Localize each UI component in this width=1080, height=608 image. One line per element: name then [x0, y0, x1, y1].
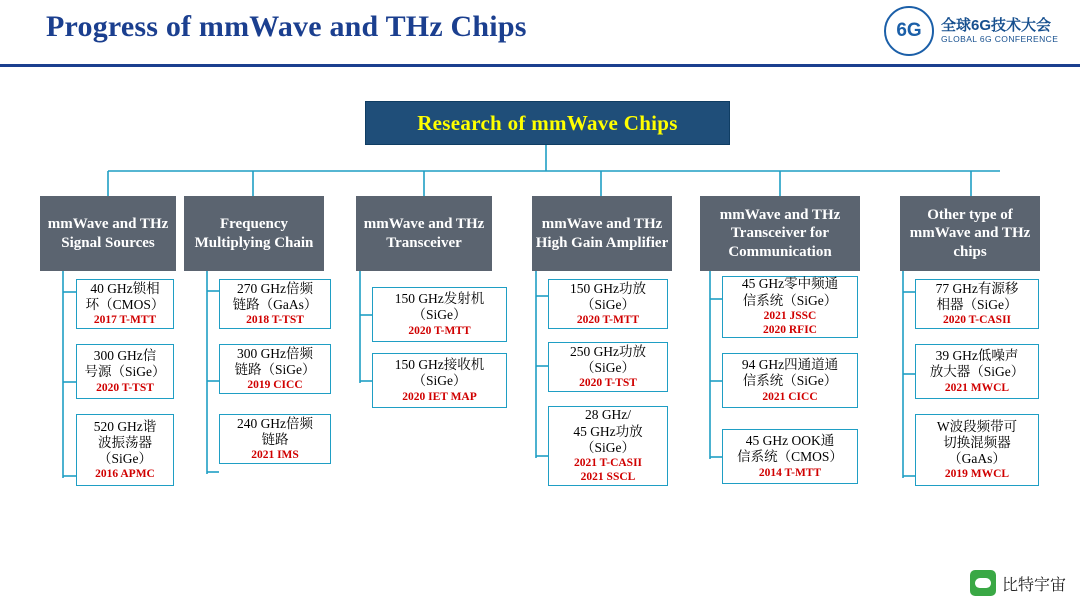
leaf-node[interactable] — [219, 414, 331, 464]
leaf-line: 链路 — [261, 431, 289, 447]
leaf-node[interactable] — [76, 344, 174, 399]
leaf-line: 150 GHz功放 — [569, 280, 647, 296]
connector-lines — [0, 66, 1080, 608]
leaf-reference: 2020 T-CASII — [942, 314, 1012, 326]
conference-logo — [884, 6, 1064, 56]
slide-header — [0, 0, 1080, 66]
leaf-line: 45 GHz功放 — [573, 423, 643, 439]
leaf-line: 号源（SiGe） — [84, 364, 166, 380]
leaf-node[interactable] — [915, 344, 1039, 399]
leaf-reference: 2021 SSCL — [580, 471, 636, 484]
leaf-line: 94 GHz四通道通 — [741, 357, 839, 373]
leaf-node[interactable] — [722, 353, 858, 408]
leaf-line: 300 GHz倍频 — [236, 345, 314, 361]
leaf-reference: 2017 T-MTT — [93, 314, 157, 326]
leaf-line: 270 GHz倍频 — [236, 280, 314, 296]
leaf-line: 信系统（SiGe） — [742, 373, 838, 389]
leaf-line: 40 GHz锁相 — [90, 280, 160, 296]
leaf-reference: 2021 IMS — [251, 449, 299, 461]
logo-title-cn: 全球6G技术大会 — [941, 17, 1052, 35]
leaf-line: （SiGe） — [581, 439, 635, 455]
leaf-reference: 2020 T-TST — [96, 381, 154, 394]
watermark — [970, 570, 1066, 596]
leaf-node[interactable] — [372, 353, 507, 408]
category-header-frequency-multiplying-chain[interactable]: Frequency Multiplying Chain — [184, 196, 324, 271]
leaf-node[interactable] — [915, 414, 1039, 486]
leaf-reference: 2021 T-CASII — [573, 456, 643, 469]
leaf-node[interactable] — [76, 414, 174, 486]
leaf-line: 波振荡器 — [98, 434, 152, 450]
leaf-line: 77 GHz有源移 — [935, 280, 1019, 296]
category-header-high-gain-amplifier[interactable]: mmWave and THz High Gain Amplifier — [532, 196, 672, 271]
leaf-node[interactable] — [219, 279, 331, 329]
leaf-reference: 2019 MWCL — [944, 468, 1010, 481]
logo-title-en: GLOBAL 6G CONFERENCE — [941, 33, 1059, 44]
category-header-transceiver[interactable]: mmWave and THz Transceiver — [356, 196, 492, 271]
leaf-line: 250 GHz功放 — [569, 343, 647, 359]
leaf-reference: 2020 T-MTT — [408, 324, 471, 337]
leaf-line: 45 GHz OOK通 — [745, 433, 835, 449]
leaf-node[interactable] — [372, 287, 507, 342]
leaf-line: 150 GHz发射机 — [394, 291, 485, 307]
leaf-line: （SiGe） — [581, 359, 635, 375]
leaf-reference: 2020 T-MTT — [576, 314, 640, 326]
leaf-line: 相器（SiGe） — [936, 296, 1018, 312]
leaf-node[interactable] — [548, 406, 668, 486]
category-header-transceiver-for-communication[interactable]: mmWave and THz Transceiver for Communication — [700, 196, 860, 271]
leaf-reference: 2020 IET MAP — [402, 390, 477, 403]
leaf-node[interactable] — [548, 342, 668, 392]
leaf-reference: 2016 APMC — [95, 468, 155, 481]
leaf-line: 切换混频器 — [943, 434, 1011, 450]
leaf-node[interactable] — [722, 429, 858, 484]
leaf-line: 45 GHz零中频通 — [741, 276, 839, 292]
leaf-line: 150 GHz接收机 — [394, 357, 485, 373]
leaf-line: 240 GHz倍频 — [236, 415, 314, 431]
leaf-line: （SiGe） — [412, 373, 467, 389]
page-title: Progress of mmWave and THz Chips — [46, 10, 527, 43]
leaf-line: 链路（SiGe） — [234, 361, 316, 377]
leaf-node[interactable] — [548, 279, 668, 329]
leaf-node[interactable] — [219, 344, 331, 394]
leaf-reference: 2020 RFIC — [763, 324, 817, 337]
leaf-reference: 2021 MWCL — [944, 381, 1010, 394]
category-header-signal-sources[interactable]: mmWave and THz Signal Sources — [40, 196, 176, 271]
logo-text-block — [941, 17, 1058, 44]
leaf-reference: 2020 T-TST — [579, 377, 637, 389]
wechat-icon — [970, 570, 996, 596]
leaf-line: （GaAs） — [948, 450, 1006, 466]
leaf-reference: 2021 CICC — [762, 390, 818, 403]
leaf-line: 环（CMOS） — [85, 296, 165, 312]
leaf-line: 28 GHz/ — [584, 407, 632, 423]
leaf-reference: 2014 T-MTT — [758, 466, 822, 479]
leaf-reference: 2021 JSSC — [763, 309, 817, 322]
watermark-label: 比特宇宙 — [1001, 576, 1066, 594]
leaf-line: 信系统（CMOS） — [737, 449, 843, 465]
leaf-line: （SiGe） — [98, 450, 152, 466]
leaf-line: 520 GHz谐 — [93, 418, 157, 434]
leaf-reference: 2018 T-TST — [246, 314, 304, 326]
leaf-line: 39 GHz低噪声 — [935, 348, 1019, 364]
leaf-line: 300 GHz信 — [93, 348, 157, 364]
leaf-node[interactable] — [915, 279, 1039, 329]
root-node[interactable]: Research of mmWave Chips — [365, 101, 730, 145]
6g-logo-icon: 6G — [884, 6, 934, 56]
leaf-reference: 2019 CICC — [247, 379, 303, 391]
leaf-line: 信系统（SiGe） — [742, 292, 838, 308]
leaf-line: （SiGe） — [581, 296, 635, 312]
leaf-line: W波段频带可 — [936, 418, 1018, 434]
leaf-line: （SiGe） — [412, 307, 467, 323]
leaf-line: 放大器（SiGe） — [929, 364, 1025, 380]
leaf-node[interactable] — [76, 279, 174, 329]
diagram-canvas — [0, 66, 1080, 608]
leaf-node[interactable] — [722, 276, 858, 338]
category-header-other-type[interactable]: Other type of mmWave and THz chips — [900, 196, 1040, 271]
leaf-line: 链路（GaAs） — [232, 296, 318, 312]
